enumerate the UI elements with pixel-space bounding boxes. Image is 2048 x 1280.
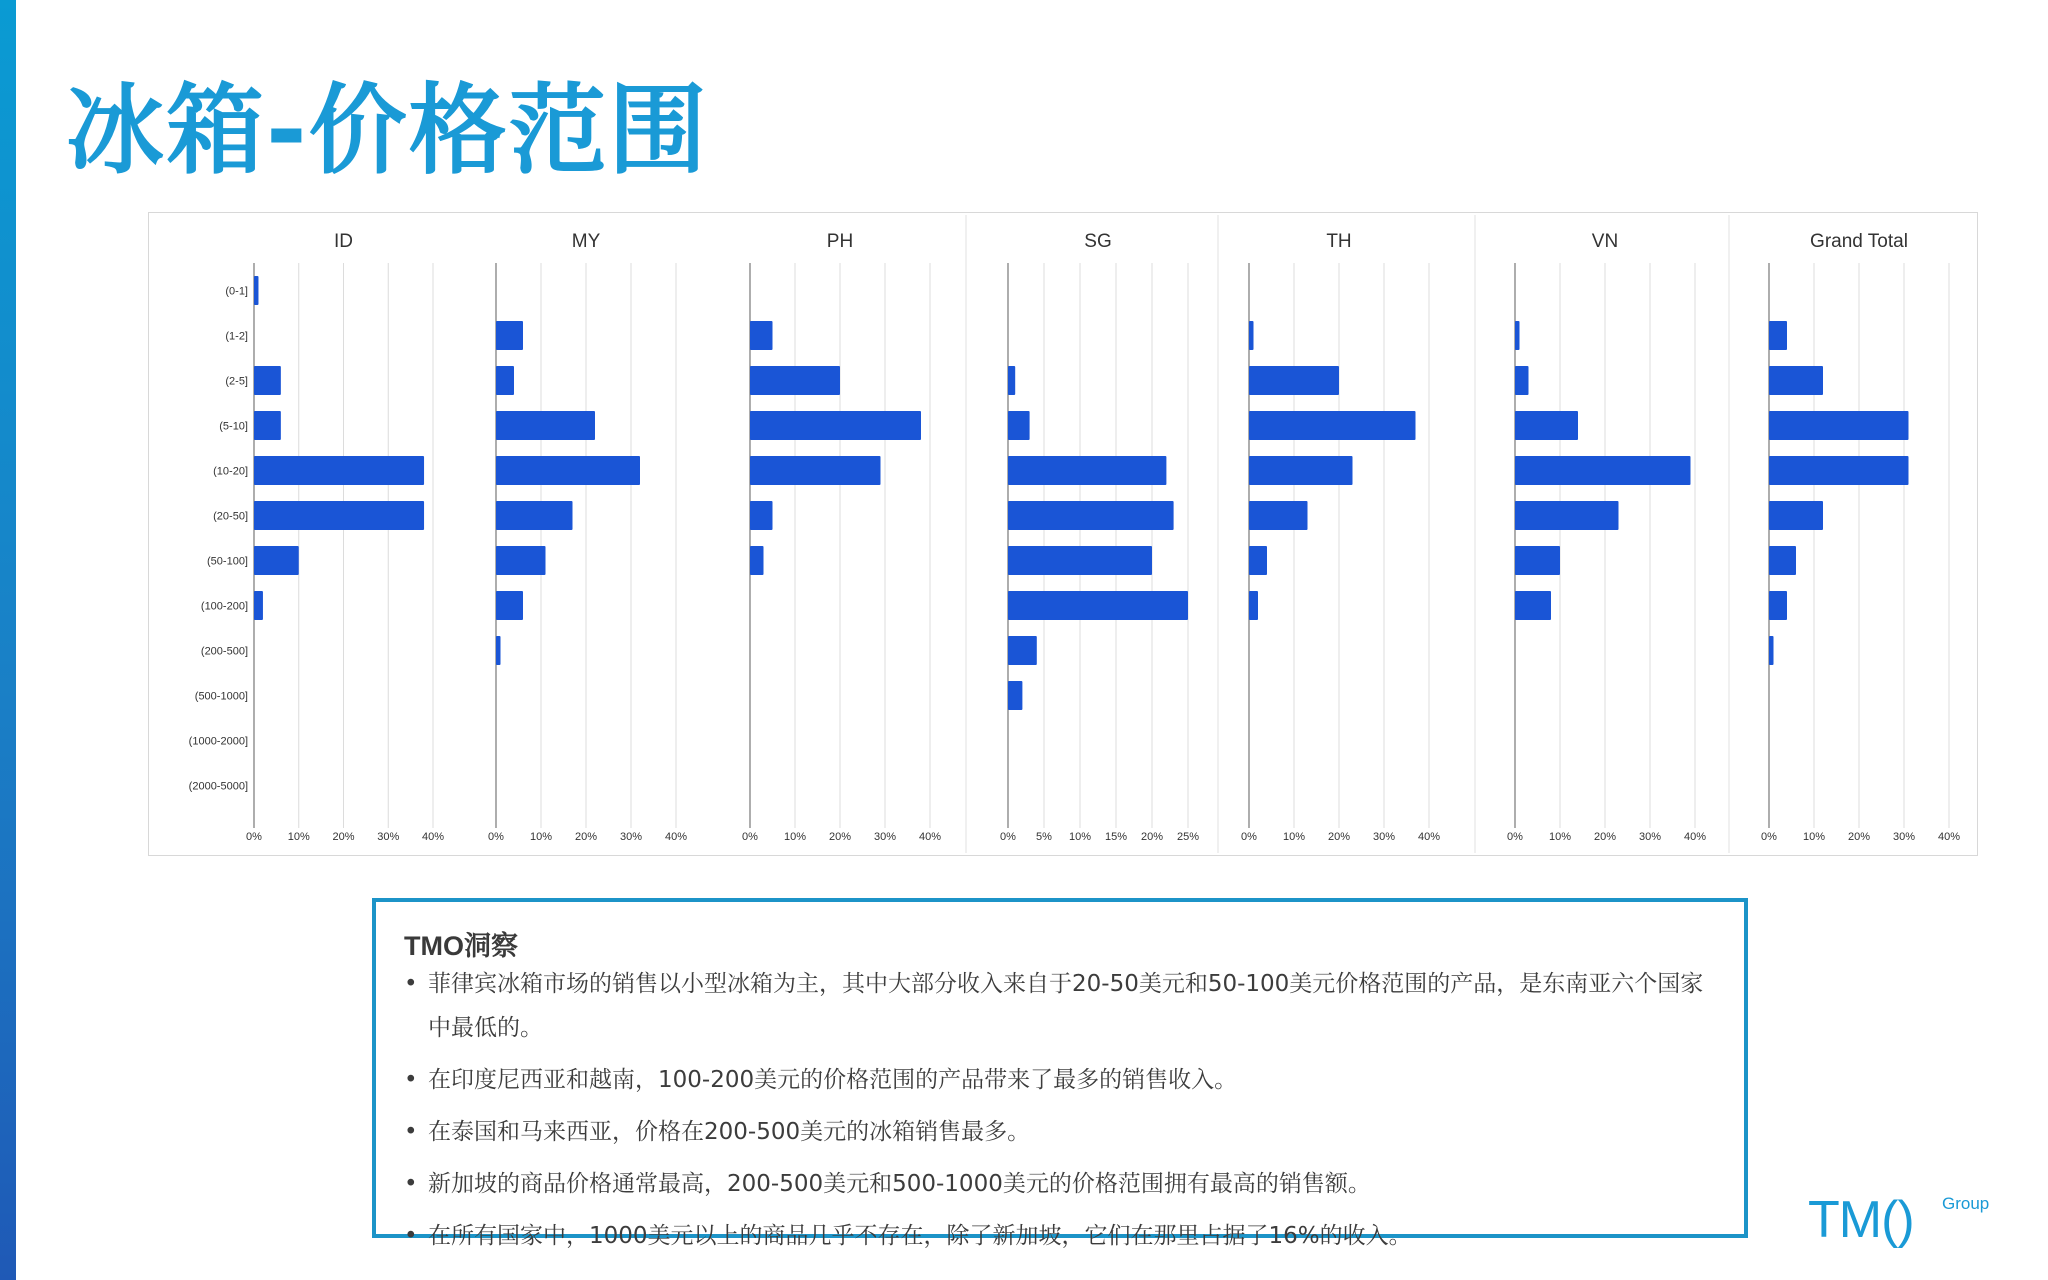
tick-label: 20%: [1847, 831, 1871, 843]
price-range-chart: [149, 213, 1977, 855]
bar: [1249, 456, 1353, 485]
bar: [496, 591, 523, 620]
tick-label: 40%: [664, 831, 688, 843]
bar: [254, 591, 263, 620]
bar: [1769, 321, 1787, 350]
tick-label: 0%: [1761, 831, 1777, 843]
tick-label: 20%: [828, 831, 852, 843]
bar: [1515, 546, 1560, 575]
category-label: (10-20]: [213, 465, 248, 478]
bar: [1249, 366, 1339, 395]
bar: [254, 411, 281, 440]
bullet-icon: •: [404, 1171, 418, 1197]
tick-label: 40%: [1683, 831, 1707, 843]
insight-box: [372, 898, 1748, 1249]
bar: [1008, 501, 1174, 530]
bullet-icon: •: [404, 971, 418, 997]
tick-label: 10%: [1068, 831, 1092, 843]
panel-header: Grand Total: [1810, 231, 1908, 252]
category-label: (100-200]: [200, 600, 248, 613]
bar: [750, 411, 921, 440]
panel-header: TH: [1326, 231, 1352, 252]
insight-title: TMO洞察: [404, 931, 518, 961]
bar: [254, 276, 258, 305]
tick-label: 30%: [873, 831, 897, 843]
tick-label: 20%: [1140, 831, 1164, 843]
bar: [1515, 591, 1551, 620]
insight-text: 菲律宾冰箱市场的销售以小型冰箱为主，其中大部分收入来自于20-50美元和50-100美元价格范围的产品，是东南亚六个国家中最低的。: [428, 971, 1704, 1041]
bar: [1515, 366, 1529, 395]
bar: [1769, 636, 1774, 665]
tmo-group-logo: [1808, 1190, 2008, 1250]
bar: [1515, 321, 1520, 350]
bar: [496, 456, 640, 485]
category-label: (0-1]: [225, 285, 248, 298]
tick-label: 0%: [488, 831, 504, 843]
bar: [1008, 411, 1030, 440]
tick-label: 10%: [783, 831, 807, 843]
bar: [1008, 591, 1188, 620]
category-label: (1-2]: [225, 330, 248, 343]
chart-container: [148, 212, 1978, 856]
insight-text: 在印度尼西亚和越南，100-200美元的价格范围的产品带来了最多的销售收入。: [428, 1067, 1238, 1093]
logo-main-text: TM(): [1808, 1191, 1914, 1249]
bullet-icon: •: [404, 1067, 418, 1093]
tick-label: 30%: [1372, 831, 1396, 843]
tick-label: 40%: [1937, 831, 1961, 843]
bar: [496, 321, 523, 350]
tick-label: 20%: [574, 831, 598, 843]
insight-item: [404, 1162, 1714, 1206]
tick-label: 10%: [1282, 831, 1306, 843]
tick-label: 30%: [619, 831, 643, 843]
bar: [496, 546, 546, 575]
bar: [1769, 546, 1796, 575]
insight-text: 新加坡的商品价格通常最高，200-500美元和500-1000美元的价格范围拥有最高的销售额。: [428, 1171, 1371, 1197]
bar: [1008, 456, 1166, 485]
tick-label: 10%: [529, 831, 553, 843]
bar: [1008, 636, 1037, 665]
category-label: (50-100]: [207, 555, 248, 568]
left-accent-bar: [0, 0, 16, 1280]
insight-item: [404, 1214, 1714, 1258]
bar: [750, 321, 773, 350]
bar: [750, 501, 773, 530]
tick-label: 10%: [1802, 831, 1826, 843]
panel-header: VN: [1591, 231, 1619, 252]
bar: [1008, 546, 1152, 575]
bar: [1769, 411, 1909, 440]
tick-label: 40%: [421, 831, 445, 843]
bar: [496, 411, 595, 440]
bar: [1249, 546, 1267, 575]
bar: [750, 456, 881, 485]
bar: [1769, 591, 1787, 620]
bar: [1249, 591, 1258, 620]
tick-label: 30%: [1892, 831, 1916, 843]
bar: [254, 546, 299, 575]
tick-label: 15%: [1104, 831, 1128, 843]
tick-label: 20%: [332, 831, 355, 843]
tick-label: 40%: [918, 831, 942, 843]
insight-item: [404, 1058, 1714, 1102]
panel-header: PH: [826, 231, 854, 252]
bar: [254, 366, 281, 395]
category-label: (2-5]: [225, 375, 248, 388]
panel-header: SG: [1084, 231, 1112, 252]
panel-header: MY: [571, 231, 601, 252]
insight-item: [404, 962, 1714, 1050]
insight-text: 在泰国和马来西亚，价格在200-500美元的冰箱销售最多。: [428, 1119, 1031, 1145]
bullet-icon: •: [404, 1119, 418, 1145]
bullet-icon: •: [404, 1223, 418, 1249]
bar: [496, 366, 514, 395]
tick-label: 25%: [1176, 831, 1200, 843]
tick-label: 0%: [246, 831, 262, 843]
tick-label: 20%: [1327, 831, 1351, 843]
tick-label: 10%: [1548, 831, 1572, 843]
category-label: (500-1000]: [194, 690, 248, 703]
slide-title: 冰箱-价格范围: [66, 74, 709, 188]
bar: [254, 456, 424, 485]
tick-label: 30%: [1638, 831, 1662, 843]
insight-text: 在所有国家中，1000美元以上的商品几乎不存在，除了新加坡，它们在那里占据了16%的收入。: [428, 1223, 1412, 1249]
tick-label: 0%: [1507, 831, 1523, 843]
insight-list: [404, 962, 1714, 1266]
bar: [1249, 501, 1308, 530]
bar: [1769, 501, 1823, 530]
bar: [254, 501, 424, 530]
category-label: (200-500]: [200, 645, 248, 658]
bar: [750, 546, 764, 575]
tick-label: 0%: [742, 831, 758, 843]
bar: [1249, 321, 1254, 350]
tick-label: 40%: [1417, 831, 1441, 843]
panel-header: ID: [334, 231, 353, 252]
bar: [1515, 501, 1619, 530]
bar: [1515, 456, 1691, 485]
bar: [1008, 681, 1022, 710]
bar: [1515, 411, 1578, 440]
logo-sub-text: Group: [1942, 1194, 1990, 1213]
tick-label: 0%: [1241, 831, 1257, 843]
bar: [496, 636, 501, 665]
bar: [496, 501, 573, 530]
bar: [1249, 411, 1416, 440]
tick-label: 5%: [1036, 831, 1052, 843]
tick-label: 0%: [1000, 831, 1016, 843]
category-label: (5-10]: [219, 420, 248, 433]
insight-item: [404, 1110, 1714, 1154]
tick-label: 10%: [287, 831, 310, 843]
bar: [1008, 366, 1015, 395]
category-label: (1000-2000]: [188, 735, 248, 748]
bar: [1769, 366, 1823, 395]
category-label: (2000-5000]: [188, 780, 248, 793]
category-label: (20-50]: [213, 510, 248, 523]
tick-label: 20%: [1593, 831, 1617, 843]
bar: [1769, 456, 1909, 485]
tick-label: 30%: [377, 831, 400, 843]
bar: [750, 366, 840, 395]
